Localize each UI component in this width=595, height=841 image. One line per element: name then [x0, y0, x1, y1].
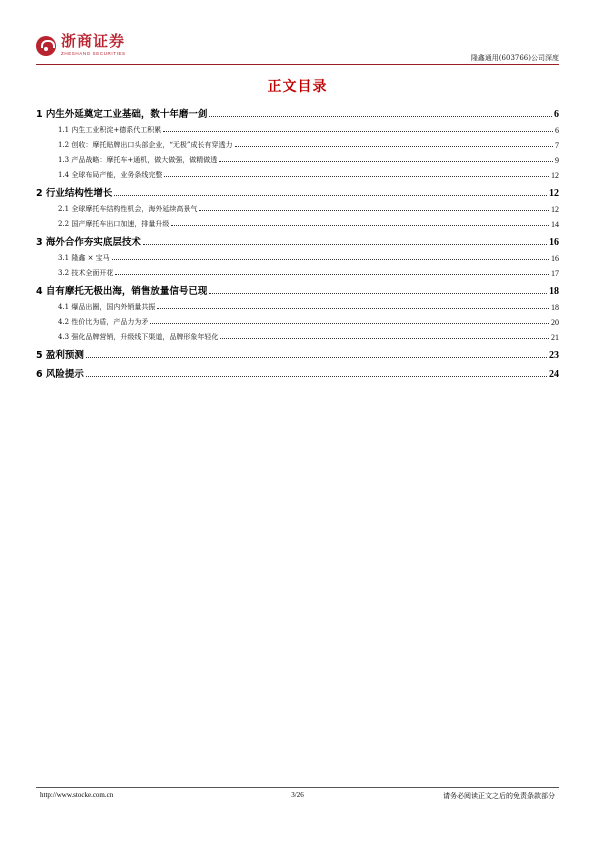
- toc-leader-dots: [164, 175, 549, 177]
- toc-entry-page: 9: [555, 156, 559, 165]
- toc-leader-dots: [209, 292, 547, 294]
- toc-entry-label: 2 行业结构性增长: [36, 185, 112, 199]
- toc-leader-dots: [235, 145, 553, 147]
- toc-entry-page: 18: [549, 286, 559, 297]
- toc-section-entry[interactable]: [36, 135, 559, 150]
- toc-chapter-entry[interactable]: [36, 101, 559, 120]
- toc-leader-dots: [150, 322, 549, 324]
- toc-entry-page: 20: [551, 318, 559, 327]
- toc-entry-label: 4.3 强化品牌营销，升级线下渠道，品牌形象年轻化: [58, 333, 219, 341]
- toc-entry-page: 14: [551, 220, 559, 229]
- toc-entry-page: 16: [549, 237, 559, 248]
- toc-section-entry[interactable]: [36, 150, 559, 165]
- logo-name-cn: 浙商证券: [61, 32, 126, 50]
- toc-section-entry[interactable]: [36, 120, 559, 135]
- toc-leader-dots: [143, 243, 547, 245]
- toc-entry-page: 24: [549, 369, 559, 380]
- toc-entry-label: 2.2 国产摩托车出口加速，排量升级: [58, 220, 170, 228]
- footer-divider: [36, 787, 559, 788]
- table-of-contents: [36, 101, 559, 380]
- toc-heading: 正文目录: [267, 79, 328, 95]
- toc-entry-label: 1 内生外延奠定工业基础，数十年磨一剑: [36, 106, 207, 120]
- toc-entry-page: 12: [551, 171, 559, 180]
- toc-entry-page: 12: [551, 205, 559, 214]
- toc-entry-label: 5 盈利预测: [36, 347, 84, 361]
- toc-section-entry[interactable]: [36, 312, 559, 327]
- toc-entry-page: 21: [551, 333, 559, 342]
- toc-entry-page: 17: [551, 269, 559, 278]
- toc-leader-dots: [199, 209, 549, 211]
- toc-section-entry[interactable]: [36, 248, 559, 263]
- report-title: 隆鑫通用(603766)公司深度: [470, 54, 559, 62]
- toc-section-entry[interactable]: [36, 327, 559, 342]
- logo-icon: [36, 36, 56, 56]
- toc-section-entry[interactable]: [36, 297, 559, 312]
- company-logo: [36, 34, 126, 57]
- logo-name-en: ZHESHANG SECURITIES: [61, 51, 126, 56]
- toc-section-entry[interactable]: [36, 263, 559, 278]
- toc-chapter-entry[interactable]: [36, 342, 559, 361]
- header-divider: [36, 64, 559, 65]
- toc-entry-label: 1.3 产品战略：摩托车+通机，做大做强，做精做透: [58, 156, 218, 164]
- toc-leader-dots: [157, 307, 549, 309]
- toc-entry-page: 6: [555, 126, 559, 135]
- toc-leader-dots: [209, 115, 552, 117]
- toc-leader-dots: [171, 224, 549, 226]
- toc-entry-label: 6 风险提示: [36, 366, 84, 380]
- toc-leader-dots: [115, 273, 549, 275]
- page-header: [36, 34, 559, 70]
- toc-chapter-entry[interactable]: [36, 180, 559, 199]
- toc-entry-label: 2.1 全球摩托车结构性机会，海外延续高景气: [58, 205, 198, 213]
- toc-leader-dots: [114, 194, 547, 196]
- toc-leader-dots: [219, 160, 553, 162]
- toc-leader-dots: [86, 356, 547, 358]
- toc-leader-dots: [220, 337, 549, 339]
- toc-entry-label: 4 自有摩托无极出海，销售放量信号已现: [36, 283, 207, 297]
- toc-entry-label: 1.1 内生工业积淀+德系代工积累: [58, 126, 162, 134]
- footer-disclaimer: 请务必阅读正文之后的免责条款部分: [443, 792, 555, 800]
- toc-entry-page: 12: [549, 188, 559, 199]
- toc-section-entry[interactable]: [36, 214, 559, 229]
- toc-entry-label: 3 海外合作夯实底层技术: [36, 234, 141, 248]
- toc-entry-label: 4.1 爆品出圈，国内外销量共振: [58, 303, 156, 311]
- toc-entry-page: 18: [551, 303, 559, 312]
- toc-entry-label: 1.4 全球布局产能，业务条线完整: [58, 171, 163, 179]
- toc-leader-dots: [163, 130, 553, 132]
- footer-url[interactable]: http://www.stocke.com.cn: [40, 791, 114, 799]
- toc-section-entry[interactable]: [36, 165, 559, 180]
- toc-chapter-entry[interactable]: [36, 229, 559, 248]
- toc-entry-page: 6: [554, 109, 559, 120]
- toc-chapter-entry[interactable]: [36, 361, 559, 380]
- toc-leader-dots: [112, 258, 549, 260]
- toc-entry-page: 23: [549, 350, 559, 361]
- toc-leader-dots: [86, 375, 547, 377]
- toc-entry-label: 1.2 创收：摩托贴牌出口头部企业，“无极”成长有穿透力: [58, 141, 233, 149]
- toc-section-entry[interactable]: [36, 199, 559, 214]
- toc-entry-page: 7: [555, 141, 559, 150]
- toc-entry-label: 3.1 隆鑫 × 宝马: [58, 254, 110, 262]
- toc-entry-label: 3.2 技术全面开花: [58, 269, 114, 277]
- toc-chapter-entry[interactable]: [36, 278, 559, 297]
- page-number: 3/26: [291, 791, 304, 799]
- toc-entry-page: 16: [551, 254, 559, 263]
- toc-entry-label: 4.2 性价比为盾，产品力为矛: [58, 318, 149, 326]
